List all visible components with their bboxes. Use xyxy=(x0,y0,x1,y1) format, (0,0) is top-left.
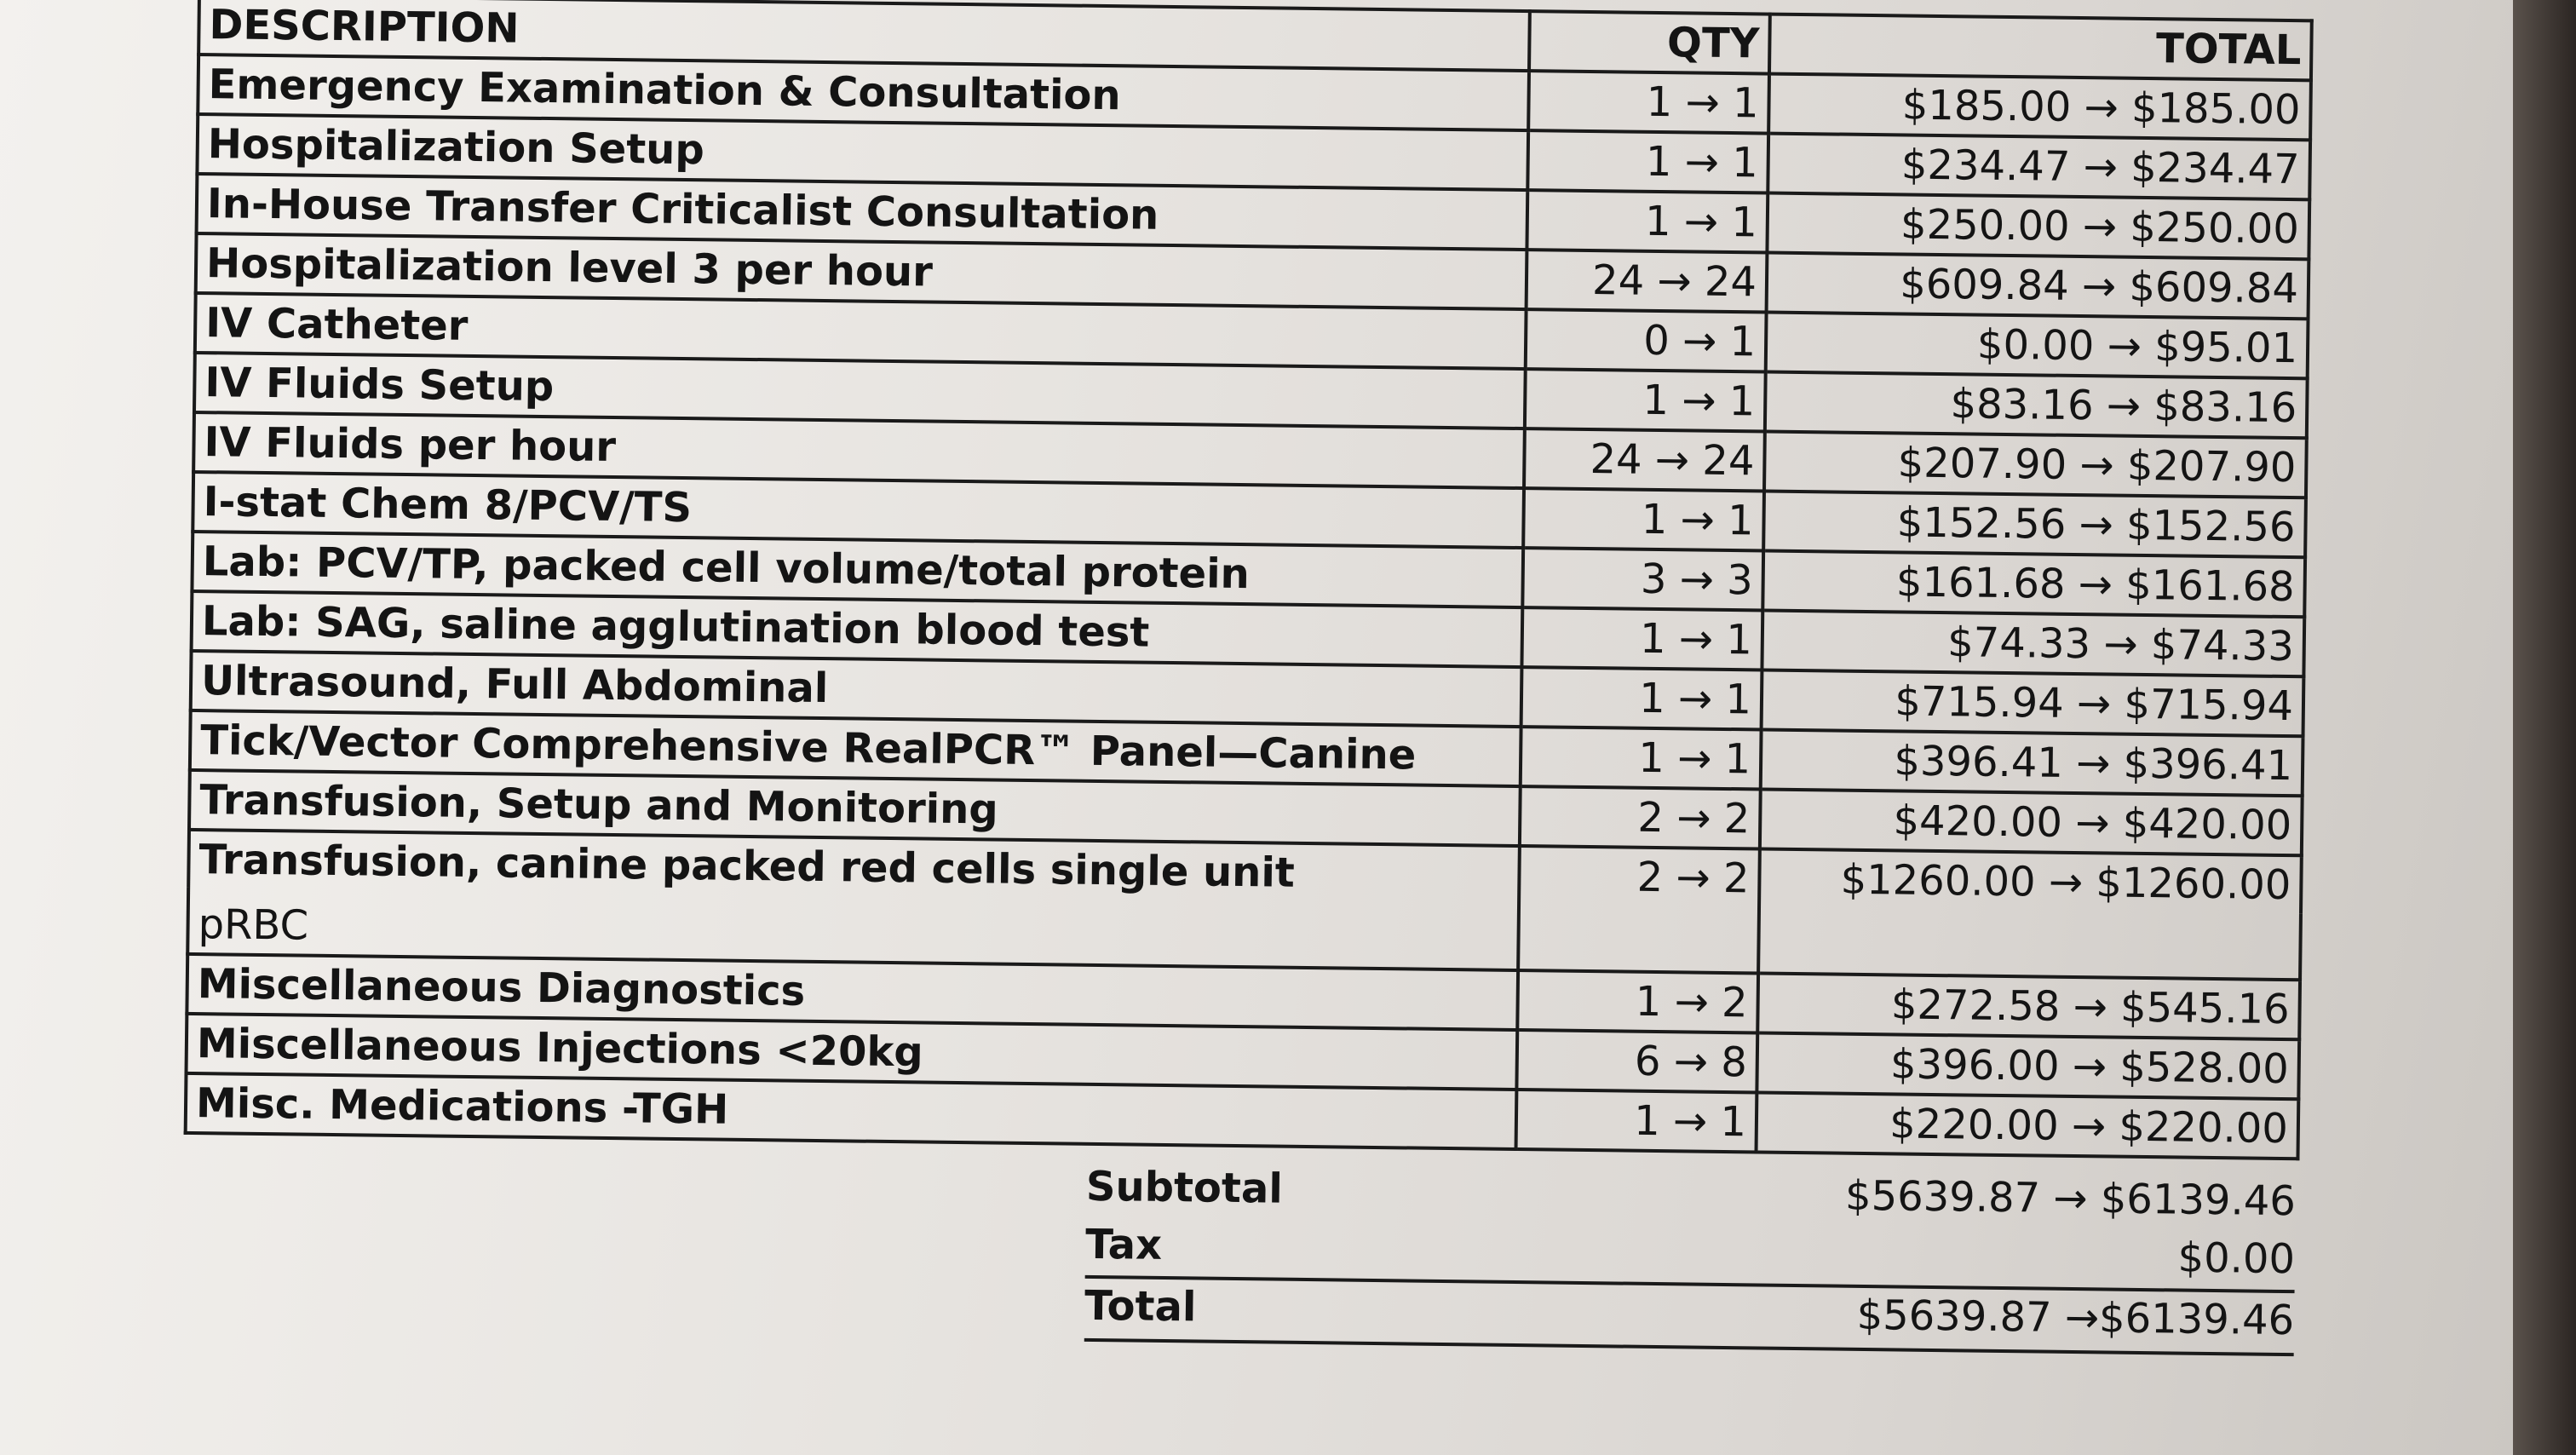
invoice-table xyxy=(184,0,2314,1160)
row-total: $83.16 → $83.16 xyxy=(1765,372,2308,439)
row-qty: 2 → 2 xyxy=(1518,846,1760,973)
tax-label: Tax xyxy=(1084,1220,1163,1269)
row-qty: 24 → 24 xyxy=(1527,250,1768,312)
total-value: $5639.87 →$6139.46 xyxy=(1856,1291,2295,1345)
row-qty: 24 → 24 xyxy=(1524,428,1765,491)
row-total: $250.00 → $250.00 xyxy=(1767,193,2309,260)
row-qty: 3 → 3 xyxy=(1522,548,1763,610)
subtotal-value: $5639.87 → $6139.46 xyxy=(1844,1171,2297,1226)
row-description-subline: pRBC xyxy=(187,888,1519,970)
row-description: Transfusion, Setup and Monitoring xyxy=(189,770,1521,846)
header-description: DESCRIPTION xyxy=(198,0,1530,71)
row-total: $715.94 → $715.94 xyxy=(1762,670,2304,736)
row-total: $396.00 → $528.00 xyxy=(1757,1032,2299,1099)
row-total: $234.47 → $234.47 xyxy=(1768,134,2310,200)
header-total: TOTAL xyxy=(1769,14,2312,81)
row-qty: 1 → 1 xyxy=(1528,71,1769,133)
header-qty: QTY xyxy=(1529,11,1770,73)
row-description: IV Fluids per hour xyxy=(193,412,1525,488)
row-total: $207.90 → $207.90 xyxy=(1764,432,2307,498)
invoice-document xyxy=(181,0,2310,1349)
total-label: Total xyxy=(1084,1281,1197,1331)
background-edge xyxy=(2513,0,2576,1455)
row-qty: 6 → 8 xyxy=(1516,1030,1757,1092)
row-description: Lab: SAG, saline agglutination blood test xyxy=(192,591,1523,667)
row-total: $220.00 → $220.00 xyxy=(1757,1092,2299,1159)
row-total: $185.00 → $185.00 xyxy=(1768,74,2311,141)
row-total: $0.00 → $95.01 xyxy=(1766,313,2309,379)
row-description: Hospitalization level 3 per hour xyxy=(196,233,1527,309)
row-qty: 0 → 1 xyxy=(1526,309,1767,371)
tax-value: $0.00 xyxy=(2177,1234,2296,1284)
subtotal-label: Subtotal xyxy=(1085,1162,1284,1213)
summary-block xyxy=(181,1147,2296,1349)
row-description: I-stat Chem 8/PCV/TS xyxy=(193,472,1524,548)
row-qty: 1 → 1 xyxy=(1523,488,1764,550)
row-description: Emergency Examination & Consultation xyxy=(198,55,1529,130)
row-description: Transfusion, canine packed red cells single unit xyxy=(188,830,1520,904)
row-total: $1260.00 → $1260.00 xyxy=(1758,848,2302,980)
row-qty: 2 → 2 xyxy=(1520,786,1761,848)
row-total: $272.58 → $545.16 xyxy=(1757,973,2300,1039)
row-description: Lab: PCV/TP, packed cell volume/total protein xyxy=(192,532,1523,607)
row-qty: 1 → 1 xyxy=(1521,667,1762,729)
row-description: Tick/Vector Comprehensive RealPCR™ Panel—Canine xyxy=(190,710,1521,786)
row-description: IV Fluids Setup xyxy=(194,353,1526,428)
row-qty: 1 → 1 xyxy=(1525,369,1766,431)
row-description: Miscellaneous Diagnostics xyxy=(187,954,1518,1030)
row-description: Miscellaneous Injections <20kg xyxy=(187,1014,1518,1090)
row-total: $152.56 → $152.56 xyxy=(1763,492,2306,558)
row-total: $161.68 → $161.68 xyxy=(1762,551,2305,618)
row-total: $609.84 → $609.84 xyxy=(1767,253,2309,319)
row-total: $396.41 → $396.41 xyxy=(1761,729,2303,796)
row-total: $420.00 → $420.00 xyxy=(1760,789,2303,855)
row-description: In-House Transfer Criticalist Consultation xyxy=(197,174,1528,250)
row-qty: 1 → 1 xyxy=(1527,130,1768,193)
row-description: Hospitalization Setup xyxy=(197,114,1528,190)
row-description: Misc. Medications -TGH xyxy=(186,1073,1517,1149)
row-description: Ultrasound, Full Abdominal xyxy=(191,651,1522,727)
row-qty: 1 → 1 xyxy=(1516,1090,1757,1152)
row-qty: 1 → 1 xyxy=(1527,190,1768,252)
row-qty: 1 → 1 xyxy=(1521,727,1762,789)
row-qty: 1 → 1 xyxy=(1521,607,1762,670)
row-description: IV Catheter xyxy=(195,293,1527,369)
row-total: $74.33 → $74.33 xyxy=(1762,611,2304,677)
row-qty: 1 → 2 xyxy=(1517,970,1758,1032)
